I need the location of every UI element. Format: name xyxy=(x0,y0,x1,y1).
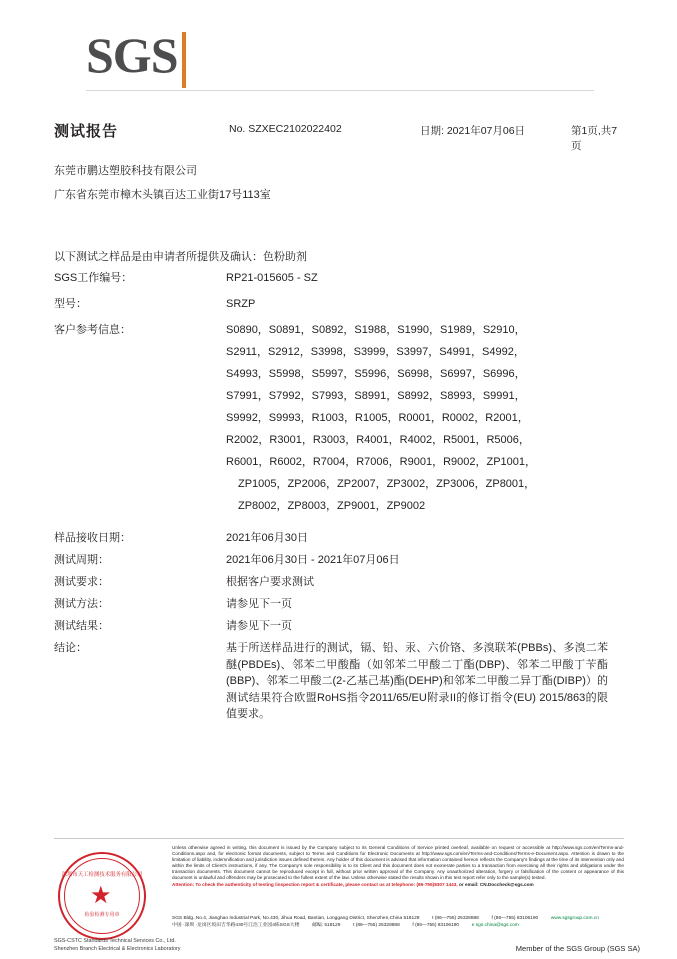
detail-label: 测试周期： xyxy=(54,554,109,566)
customer-ref-line: ZP8002，ZP8003，ZP9001，ZP9002 xyxy=(238,500,426,512)
footer-address-en-line: SGS Bldg.,No.4, Jianghao Industrial Park, No.430, Jihua Road, Bantian, Longgang District, Shenzhen,China 518129 xyxy=(172,916,420,921)
customer-ref-line: R2002，R3001，R3003，R4001，R4002，R5001，R5006， xyxy=(226,434,530,446)
title-row xyxy=(54,120,624,152)
detail-label: SGS工作编号： xyxy=(54,272,133,284)
details-table xyxy=(54,270,634,733)
footer-fax-en: f (86—755) 83106190 xyxy=(491,916,539,921)
detail-value: RP21-015605 - SZ xyxy=(226,272,318,284)
stamp-company-line-2: Shenzhen Branch Electrical & Electronics Laboratory xyxy=(54,946,181,952)
star-icon: ★ xyxy=(90,882,112,909)
sgs-logo-accent-bar xyxy=(182,32,186,88)
footer-fax-cn: f (86—755) 83106190 xyxy=(412,923,460,928)
member-line: Member of the SGS Group (SGS SA) xyxy=(515,944,640,953)
client-address: 广东省东莞市樟木头镇百达工业街17号113室 xyxy=(54,189,271,201)
detail-row-customer-reference xyxy=(54,322,634,520)
detail-label: 客户参考信息： xyxy=(54,324,131,336)
customer-ref-line: S2911，S2912，S3998，S3999，S3997，S4991，S4992， xyxy=(226,346,525,358)
detail-value: 请参见下一页 xyxy=(226,620,292,632)
detail-value: 2021年06月30日 - 2021年07月06日 xyxy=(226,554,400,566)
sgs-logo xyxy=(86,27,196,88)
detail-value: 2021年06月30日 xyxy=(226,532,308,544)
footer-divider xyxy=(54,838,624,839)
footer-website[interactable]: www.sgsgroup.com.cn xyxy=(550,916,599,921)
detail-label: 结论： xyxy=(54,642,87,654)
footer-address xyxy=(172,915,624,929)
detail-row-conclusion xyxy=(54,640,634,723)
footer-address-cn-line: 中国 ·深圳 ·龙岗区坂田吉华路430号江浩工业园4栋SGS大楼 xyxy=(172,923,300,928)
customer-ref-line: ZP1005，ZP2006，ZP2007，ZP3002，ZP3006，ZP8001， xyxy=(238,478,536,490)
conclusion-text: 基于所送样品进行的测试，镉、铅、汞、六价铬、多溴联苯(PBBs)、多溴二苯醚(PBDEs)、邻苯二甲酸酯（如邻苯二甲酸二丁酯(DBP)、邻苯二甲酸丁苄酯(BBP)、邻苯二甲酸二(2-乙基己基)酯(DEHP)和邻苯二甲酸二异丁酯(DIBP)）的测试结果符合欧盟RoHS指令2011/65/EU附录II的修订指令(EU) 2015/863的限值要求。 xyxy=(226,642,608,720)
footer-address-cn xyxy=(172,922,624,929)
detail-value: 请参见下一页 xyxy=(226,598,292,610)
detail-label: 型号： xyxy=(54,298,87,310)
detail-row-model xyxy=(54,296,634,312)
sgs-logo-text: SGS xyxy=(86,27,178,83)
legal-paragraph: Unless otherwise agreed in writing, this document is issued by the Company subject to its General Conditions of Service printed overleaf, available on request or accessible at http://www.sgs.com/en/Terms-and-Conditions.aspx and, for electronic format documents, subject to Terms and Conditions for Electronic Documents at http://www.sgs.com/en/Terms-and-Conditions/Terms-e-Document.aspx. Attention is drawn to the limitation of liability, indemnification and jurisdiction issues defined therein. Any holder of this document is advised that information contained hereon reflects the Company's findings at the time of its intervention only and within the limits of Client's instructions, if any. The Company's sole responsibility is to its Client and this document does not exonerate parties to a transaction from exercising all their rights and obligations under the transaction documents. This document cannot be reproduced except in full, without prior written approval of the Company. Any unauthorized alteration, forgery or falsification of the content or appearance of this document is unlawful and offenders may be prosecuted to the fullest extent of the law. Unless otherwise stated the results shown in this test report refer only to the sample(s) tested. xyxy=(172,845,624,880)
detail-row-job-number xyxy=(54,270,634,286)
detail-row-test-method xyxy=(54,596,634,612)
detail-value xyxy=(226,322,634,520)
stamp-company-line-1: SGS-CSTC Standards Technical Services Co., Ltd. xyxy=(54,938,176,944)
page-count: 第1页,共7页 xyxy=(571,125,618,152)
detail-label: 测试要求： xyxy=(54,576,109,588)
footer-tel-cn: t (86—755) 25328888 xyxy=(353,923,400,928)
customer-ref-line: R6001，R6002，R7004，R7006，R9001，R9002，ZP1001， xyxy=(226,456,537,468)
legal-attention-email: or email: CN.Doccheck@sgs.com xyxy=(458,882,534,888)
page-title: 测试报告 xyxy=(54,123,119,140)
sample-statement: 以下测试之样品是由申请者所提供及确认：色粉助剂 xyxy=(54,251,307,263)
customer-ref-line: S9992，S9993，R1003，R1005，R0001，R0002，R2001， xyxy=(226,412,529,424)
detail-label: 测试方法： xyxy=(54,598,109,610)
legal-disclaimer xyxy=(172,845,624,888)
customer-ref-line: S7991，S7992，S7993，S8991，S8992，S8993，S9991， xyxy=(226,390,526,402)
detail-row-test-period xyxy=(54,552,634,568)
detail-value: 根据客户要求测试 xyxy=(226,576,314,588)
report-number: No. SZXEC2102022402 xyxy=(229,123,342,135)
detail-value: SRZP xyxy=(226,298,256,310)
detail-row-test-result xyxy=(54,618,634,634)
stamp-bottom-text: 检验检测专用章 xyxy=(84,912,120,918)
customer-ref-line: S0890，S0891，S0892，S1988，S1990，S1989，S2910， xyxy=(226,324,526,336)
detail-label: 样品接收日期： xyxy=(54,532,131,544)
footer-tel-en: t (86—755) 25328888 xyxy=(432,916,479,921)
footer-email[interactable]: e sgs.china@sgs.com xyxy=(471,923,519,928)
stamp-top-text: 深圳市天工检测技术服务有限公司 xyxy=(61,872,143,878)
official-stamp xyxy=(54,850,181,952)
detail-row-test-requirement xyxy=(54,574,634,590)
footer-address-en xyxy=(172,915,624,922)
client-name: 东莞市鹏达塑胶科技有限公司 xyxy=(54,165,197,177)
header-divider xyxy=(86,90,594,91)
report-date: 日期: 2021年07月06日 xyxy=(420,125,526,137)
detail-label: 测试结果： xyxy=(54,620,109,632)
detail-row-received-date xyxy=(54,530,634,546)
customer-ref-line: S4993，S5998，S5997，S5996，S6998，S6997，S6996， xyxy=(226,368,526,380)
legal-attention-text: Attention: To check the authenticity of testing /inspection report & certificate, please contact us at telephone: (86-755)8307 1443, xyxy=(172,882,458,888)
footer-zip-cn: 邮编: 518129 xyxy=(312,923,341,928)
legal-attention xyxy=(172,882,624,888)
